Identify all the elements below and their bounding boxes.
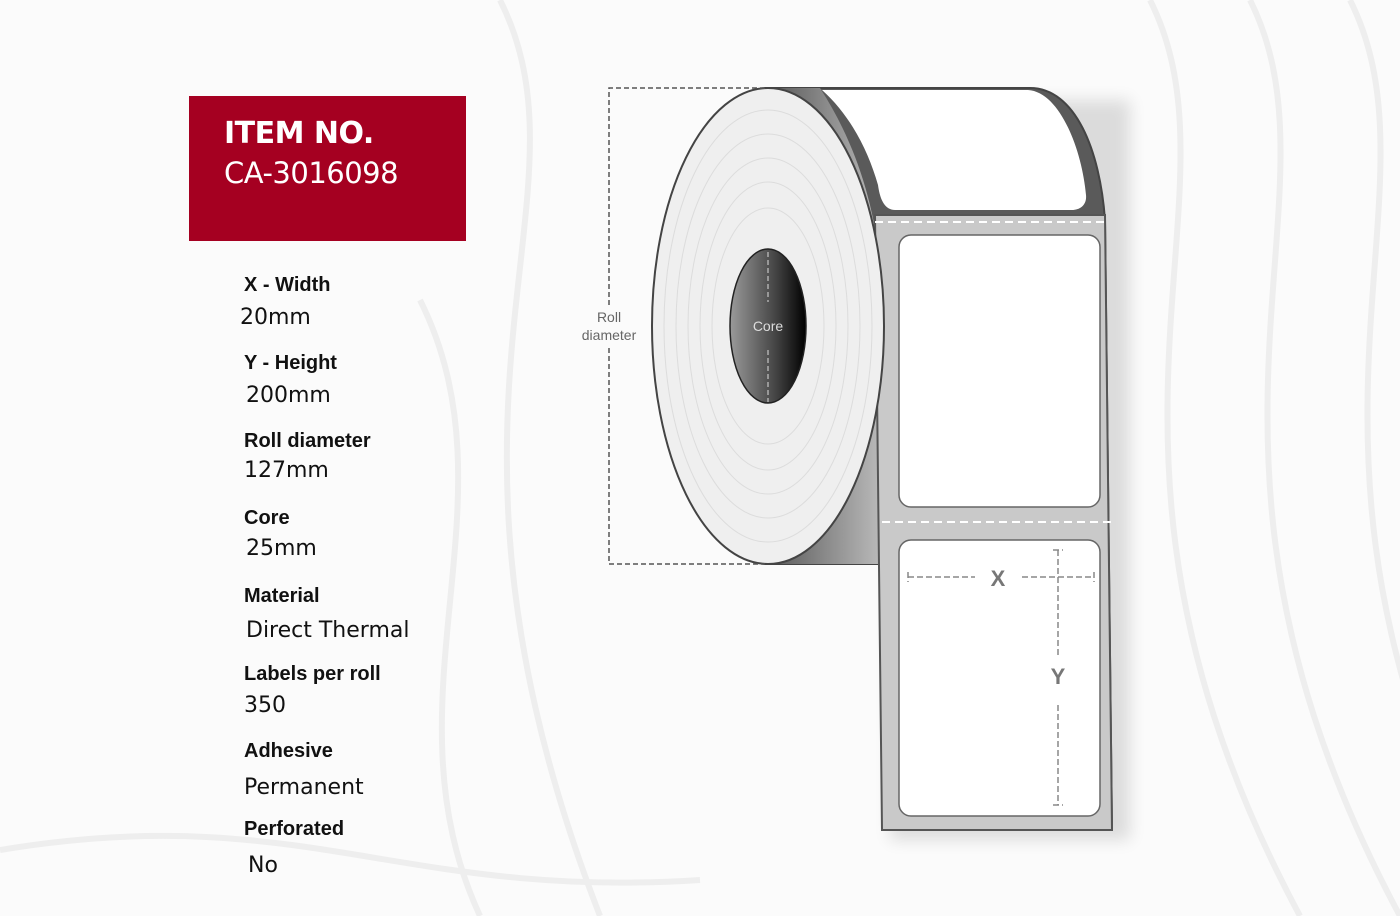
spec-label: Labels per roll xyxy=(244,663,381,685)
y-label: Y xyxy=(1050,664,1066,689)
item-number: CA-3016098 xyxy=(224,156,399,190)
spec-value: No xyxy=(248,853,278,878)
spec-label: Adhesive xyxy=(244,740,333,762)
spec-value: Direct Thermal xyxy=(246,618,410,643)
spec-label: Core xyxy=(244,507,290,529)
spec-label: Perforated xyxy=(244,818,345,840)
spec-label: X - Width xyxy=(244,274,331,296)
x-label: X xyxy=(990,566,1006,591)
spec-value: 350 xyxy=(244,693,286,718)
item-title: ITEM NO. xyxy=(224,116,374,151)
spec-value: Permanent xyxy=(244,775,364,800)
spec-label: Y - Height xyxy=(244,352,337,374)
spec-value: 20mm xyxy=(240,305,311,330)
roll-diameter-label: Roll xyxy=(596,309,622,325)
spec-label: Material xyxy=(244,585,320,607)
roll-diameter-label: diameter xyxy=(581,327,637,343)
spec-value: 127mm xyxy=(244,458,329,483)
spec-label: Roll diameter xyxy=(244,430,371,452)
core-label: Core xyxy=(752,318,784,334)
spec-value: 25mm xyxy=(246,536,317,561)
spec-value: 200mm xyxy=(246,383,331,408)
label-middle xyxy=(899,235,1100,507)
